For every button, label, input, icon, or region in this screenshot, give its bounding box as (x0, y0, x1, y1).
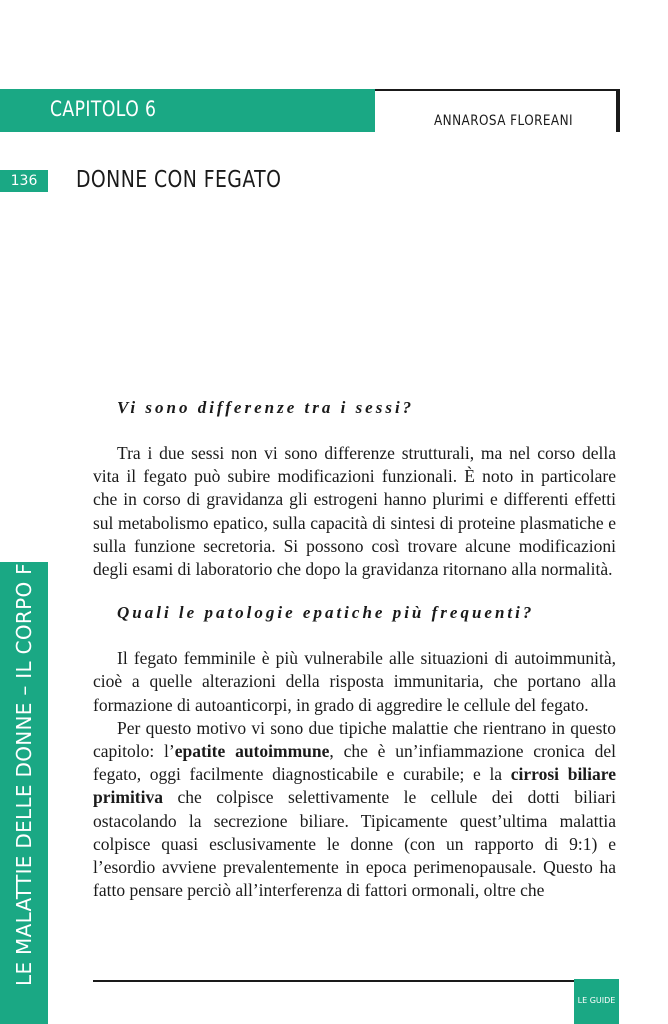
section-title: DONNE CON FEGATO (76, 167, 282, 193)
side-label: LE MALATTIE DELLE DONNE – IL CORPO FISICO (12, 507, 36, 986)
question-heading-2: Quali le patologie epatiche più frequenti? (117, 603, 535, 623)
paragraph-2: Il fegato femminile è più vulnerabile alle situazioni di autoimmunità, cioè a quelle alterazioni della risposta immunitaria, che portano alla formazione di autoanticorpi, in grado di aggredire le cellule del fegato. (93, 648, 616, 715)
page-number: 136 (10, 173, 38, 189)
paragraph-3-text-a: Per questo motivo vi sono due tipiche malattie che rientrano in questo capitolo: l’ (93, 717, 616, 762)
header-vertical-rule (616, 89, 620, 132)
guide-label: LE GUIDE (577, 996, 616, 1005)
question-heading-1: Vi sono differenze tra i sessi? (117, 398, 415, 417)
paragraph-1: Tra i due sessi non vi sono differenze strutturali, ma nel corso della vita il fegato può subire modificazioni funzionali. È noto in particolare che in corso di gravidanza gli estrogeni hanno plurimi e differenti effetti sul metabolismo epatico, sulla capacità di sintesi di proteine plasmatiche e sulla funzione secretoria. Si possono così trovare alcune modificazioni degli esami di laboratorio che dopo la gravidanza ritornano alla normalità. (93, 443, 616, 580)
term-primary-biliary-cirrhosis: cirrosi biliare primitiva (93, 764, 616, 808)
chapter-label: CAPITOLO 6 (50, 97, 157, 121)
term-autoimmune-hepatitis: epatite autoimmune (174, 741, 330, 762)
paragraph-3-text-d: che colpisce selettivamente le cellule dei dotti biliari ostacolando la secrezione biliare. Tipicamente quest’ultima malattia colpisce quasi esclusivamente le donne (con un rapporto di 9:1) e l’esordio avviene prevalentemente in epoca perimenopausale. Questo ha fatto pensare perciò all’interferenza di fattori ormonali, oltre che (93, 787, 616, 901)
article-body (93, 396, 616, 902)
paragraph-3 (93, 717, 616, 903)
paragraph-3-text-c: , che è un’infiammazione cronica del fegato, oggi facilmente diagnosticabile e curabile; e la (93, 741, 616, 785)
header-rule (375, 89, 618, 91)
author-name: ANNAROSA FLOREANI (434, 113, 574, 129)
footer-rule (93, 980, 574, 982)
